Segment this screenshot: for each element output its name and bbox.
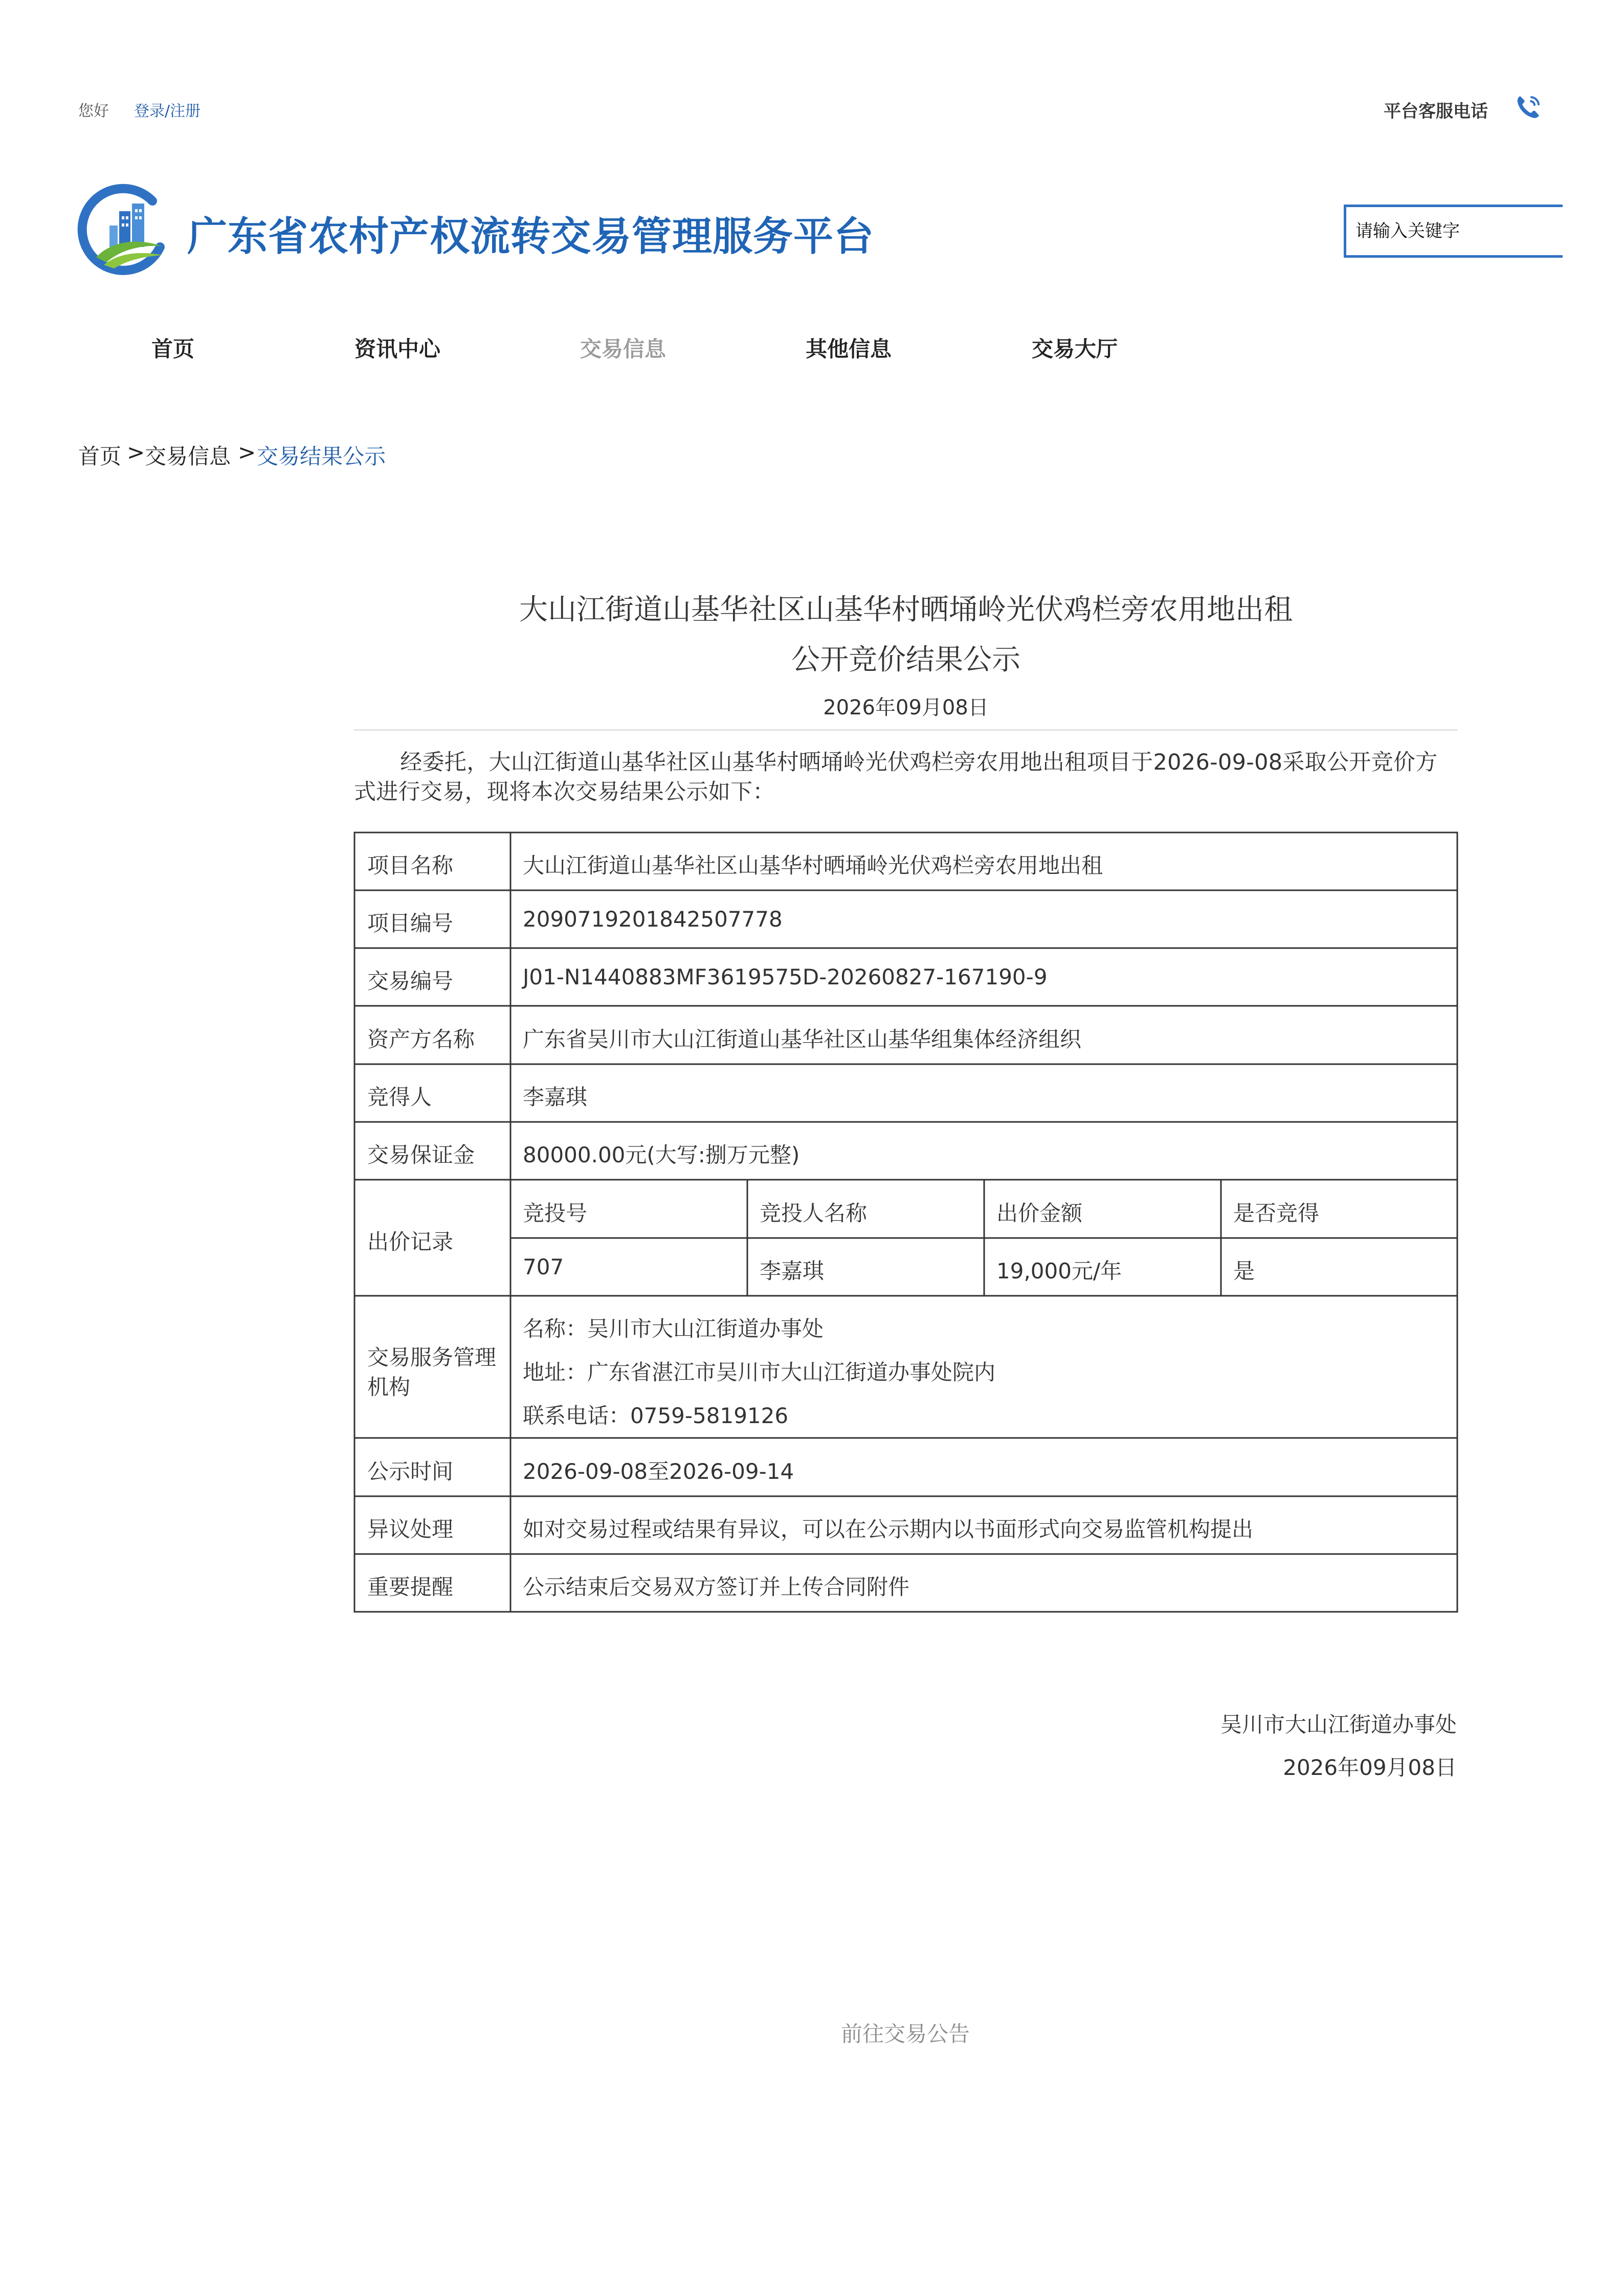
bid-cell-is-winner: 是 [1233,1258,1255,1284]
bid-header-bid-number: 竞投号 [523,1201,588,1226]
greeting-text: 您好 [78,102,109,120]
row-value-asset-owner: 广东省吴川市大山江街道山基华社区山基华组集体经济组织 [523,1027,1082,1052]
row-label-project-name: 项目名称 [367,853,454,878]
row-label-deposit: 交易保证金 [367,1142,475,1167]
row-label-trade-number: 交易编号 [367,969,454,994]
breadcrumb-trade-info[interactable]: 交易信息 [145,444,231,469]
agency-address: 地址：广东省湛江市吴川市大山江街道办事处院内 [523,1360,996,1385]
row-label-agency-line1: 交易服务管理 [367,1345,497,1370]
row-value-project-name: 大山江街道山基华社区山基华村晒埇岭光伏鸡栏旁农用地出租 [523,853,1103,878]
row-label-asset-owner: 资产方名称 [367,1027,475,1052]
row-label-objection: 异议处理 [367,1517,454,1542]
breadcrumb-current[interactable]: 交易结果公示 [257,444,386,469]
notice-intro: 经委托，大山江街道山基华社区山基华村晒埇岭光伏鸡栏旁农用地出租项目于2026-09-08采取公开竞价方式进行交易，现将本次交易结果公示如下： [354,750,1438,805]
nav-item-other-info[interactable]: 其他信息 [806,336,892,362]
agency-phone: 联系电话：0759-5819126 [523,1403,789,1428]
row-label-winner: 竞得人 [367,1085,432,1110]
bid-cell-bid-number: 707 [523,1254,564,1279]
nav-item-trade-info[interactable]: 交易信息 [580,336,666,362]
row-label-reminder: 重要提醒 [367,1574,454,1600]
nav-item-news-center[interactable]: 资讯中心 [354,336,441,362]
login-register-link[interactable]: 登录/注册 [134,102,201,120]
nav-item-home[interactable]: 首页 [151,336,195,362]
row-value-objection: 如对交易过程或结果有异议，可以在公示期内以书面形式向交易监管机构提出 [523,1517,1254,1542]
hotline-label: 平台客服电话 [1384,101,1488,122]
row-value-trade-number: J01-N1440883MF3619575D-20260827-167190-9 [523,964,1048,989]
notice-date: 2026年09月08日 [823,696,989,719]
site-title[interactable]: 广东省农村产权流转交易管理服务平台 [187,214,875,260]
go-to-trade-announcement-link[interactable]: 前往交易公告 [840,2021,970,2046]
bid-header-is-winner: 是否竞得 [1233,1201,1320,1226]
row-label-agency-line2: 机构 [367,1375,411,1400]
notice-title-line1: 大山江街道山基华社区山基华村晒埇岭光伏鸡栏旁农用地出租 [519,593,1293,626]
breadcrumb-home[interactable]: 首页 [78,444,122,469]
row-label-publicity-period: 公示时间 [367,1459,454,1484]
agency-name: 名称：吴川市大山江街道办事处 [523,1316,824,1341]
nav-item-trading-hall[interactable]: 交易大厅 [1032,336,1118,362]
row-value-deposit: 80000.00元(大写:捌万元整) [523,1142,800,1167]
row-value-project-number: 2090719201842507778 [523,907,783,932]
breadcrumb-separator: > [238,440,256,465]
bid-header-bid-amount: 出价金额 [996,1201,1083,1226]
row-value-reminder: 公示结束后交易双方签订并上传合同附件 [523,1574,910,1600]
notice-title-line2: 公开竞价结果公示 [791,643,1020,677]
row-label-project-number: 项目编号 [367,911,454,936]
signature-org: 吴川市大山江街道办事处 [1220,1712,1457,1737]
breadcrumb-separator: > [127,440,145,465]
row-label-bid-record: 出价记录 [367,1229,454,1254]
row-value-publicity-period: 2026-09-08至2026-09-14 [523,1459,794,1484]
bid-header-bidder-name: 竞投人名称 [760,1201,868,1226]
signature-date: 2026年09月08日 [1283,1755,1457,1780]
bid-cell-bid-amount: 19,000元/年 [996,1258,1122,1284]
row-value-winner: 李嘉琪 [523,1085,588,1110]
bid-cell-bidder-name: 李嘉琪 [760,1258,825,1284]
